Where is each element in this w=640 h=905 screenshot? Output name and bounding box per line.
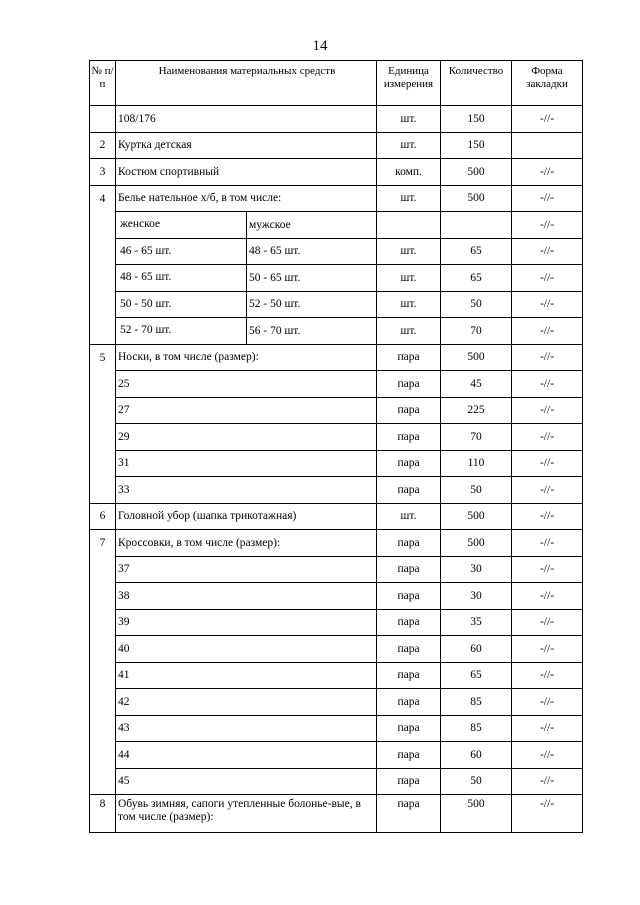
row-form: -//- [512,291,583,318]
row-form: -//- [512,238,583,265]
row-form: -//- [512,768,583,795]
row-form: -//- [512,795,583,833]
row-form: -//- [512,662,583,689]
row-qty: 85 [441,689,512,716]
row-form: -//- [512,556,583,583]
row-num [90,265,116,292]
table-row [90,291,583,318]
row-qty: 150 [441,106,512,133]
row-num [90,583,116,610]
row-name: Головной убор (шапка трикотажная) [116,503,377,530]
table-row [90,503,583,530]
row-form: -//- [512,689,583,716]
header-num: № п/п [90,61,116,106]
row-name-female: 52 - 70 шт. [118,318,247,344]
row-unit: пара [377,662,441,689]
row-unit: пара [377,344,441,371]
row-qty: 500 [441,503,512,530]
row-qty: 70 [441,424,512,451]
row-qty: 500 [441,185,512,212]
row-form: -//- [512,185,583,212]
row-name-split [116,212,377,239]
row-qty: 50 [441,477,512,504]
row-qty: 500 [441,344,512,371]
table-row [90,344,583,371]
row-num [90,318,116,345]
row-num [90,424,116,451]
row-unit: пара [377,477,441,504]
row-name-male: 52 - 50 шт. [249,298,301,311]
table-row [90,556,583,583]
row-name-split [116,265,377,292]
table-row [90,742,583,769]
table-row [90,185,583,212]
row-num [90,715,116,742]
row-num: 3 [90,159,116,186]
row-name: Костюм спортивный [116,159,377,186]
table-row [90,609,583,636]
row-num: 5 [90,344,116,371]
header-unit: Единица измерения [377,61,441,106]
table-row [90,159,583,186]
header-form: Форма закладки [512,61,583,106]
row-form: -//- [512,424,583,451]
row-name: 31 [116,450,377,477]
row-num: 6 [90,503,116,530]
row-form: -//- [512,159,583,186]
row-num [90,450,116,477]
row-unit: пара [377,609,441,636]
row-form: -//- [512,265,583,292]
row-unit: пара [377,742,441,769]
row-num [90,106,116,133]
row-name: 37 [116,556,377,583]
row-form: -//- [512,450,583,477]
row-qty: 65 [441,238,512,265]
row-qty: 60 [441,636,512,663]
row-form: -//- [512,106,583,133]
row-name-male: мужское [249,218,291,231]
row-name: 29 [116,424,377,451]
table-row [90,371,583,398]
row-qty: 110 [441,450,512,477]
row-unit [377,212,441,239]
row-name: 40 [116,636,377,663]
table-row [90,238,583,265]
row-form: -//- [512,609,583,636]
row-qty: 35 [441,609,512,636]
row-name: 42 [116,689,377,716]
row-form: -//- [512,212,583,239]
row-form: -//- [512,636,583,663]
row-qty: 225 [441,397,512,424]
row-qty [441,212,512,239]
row-form: -//- [512,503,583,530]
row-name-female: женское [118,212,247,238]
row-unit: пара [377,450,441,477]
row-name: 108/176 [116,106,377,133]
table-row [90,397,583,424]
row-unit: пара [377,397,441,424]
row-num [90,477,116,504]
row-unit: пара [377,768,441,795]
row-qty: 500 [441,530,512,557]
row-name: Носки, в том числе (размер): [116,344,377,371]
row-name: 44 [116,742,377,769]
row-unit: шт. [377,291,441,318]
table-row [90,662,583,689]
row-num [90,556,116,583]
row-name: Куртка детская [116,132,377,159]
row-name: Кроссовки, в том числе (размер): [116,530,377,557]
row-unit: шт. [377,238,441,265]
row-qty: 50 [441,768,512,795]
row-name: Белье нательное х/б, в том числе: [116,185,377,212]
row-form [512,132,583,159]
page-number: 14 [312,38,328,54]
table-row [90,450,583,477]
row-unit: пара [377,556,441,583]
row-form: -//- [512,583,583,610]
row-num [90,371,116,398]
table-row [90,265,583,292]
materials-table [89,60,583,833]
row-name: 25 [116,371,377,398]
row-name: 27 [116,397,377,424]
row-form: -//- [512,318,583,345]
row-form: -//- [512,371,583,398]
table-row [90,715,583,742]
row-unit: комп. [377,159,441,186]
row-qty: 30 [441,556,512,583]
row-num [90,636,116,663]
row-name-female: 48 - 65 шт. [118,265,247,291]
header-qty: Количество [441,61,512,106]
row-form: -//- [512,397,583,424]
table-row [90,583,583,610]
row-name-female: 46 - 65 шт. [118,239,247,265]
row-num [90,397,116,424]
row-name: 43 [116,715,377,742]
row-unit: пара [377,424,441,451]
row-qty: 30 [441,583,512,610]
table-row [90,768,583,795]
table-row [90,318,583,345]
table-row [90,636,583,663]
row-unit: шт. [377,265,441,292]
row-name: 33 [116,477,377,504]
row-qty: 65 [441,662,512,689]
row-form: -//- [512,715,583,742]
row-num [90,742,116,769]
row-qty: 65 [441,265,512,292]
row-form: -//- [512,742,583,769]
row-form: -//- [512,530,583,557]
row-name-male: 56 - 70 шт. [249,324,301,337]
row-name-male: 48 - 65 шт. [249,245,301,258]
row-num [90,238,116,265]
row-num: 8 [90,795,116,833]
row-qty: 50 [441,291,512,318]
row-name: 45 [116,768,377,795]
row-unit: пара [377,371,441,398]
table-row [90,530,583,557]
row-form: -//- [512,477,583,504]
row-name-female: 50 - 50 шт. [118,292,247,318]
row-unit: пара [377,636,441,663]
row-num [90,768,116,795]
row-unit: пара [377,530,441,557]
table-row [90,106,583,133]
table-row [90,424,583,451]
row-num [90,291,116,318]
row-unit: пара [377,795,441,833]
row-num [90,212,116,239]
row-unit: пара [377,689,441,716]
row-unit: пара [377,583,441,610]
row-num [90,609,116,636]
row-qty: 500 [441,795,512,833]
row-qty: 85 [441,715,512,742]
row-name: 41 [116,662,377,689]
header-name: Наименования материальных средств [116,61,377,106]
row-qty: 150 [441,132,512,159]
row-num: 2 [90,132,116,159]
row-unit: пара [377,715,441,742]
row-unit: шт. [377,318,441,345]
row-name: Обувь зимняя, сапоги утепленные болонье-вые, в том числе (размер): [116,795,377,833]
row-qty: 500 [441,159,512,186]
row-num [90,689,116,716]
table-row [90,689,583,716]
row-name-split [116,291,377,318]
row-qty: 70 [441,318,512,345]
row-unit: шт. [377,132,441,159]
row-name: 39 [116,609,377,636]
row-unit: шт. [377,185,441,212]
row-name-split [116,318,377,345]
row-name-split [116,238,377,265]
row-qty: 45 [441,371,512,398]
table-row [90,212,583,239]
row-num [90,662,116,689]
row-name-male: 50 - 65 шт. [249,271,301,284]
row-num: 7 [90,530,116,557]
row-unit: шт. [377,503,441,530]
table-row [90,477,583,504]
row-name: 38 [116,583,377,610]
table-header-row [90,61,583,106]
table-row [90,795,583,833]
table-row [90,132,583,159]
row-num: 4 [90,185,116,212]
row-form: -//- [512,344,583,371]
row-qty: 60 [441,742,512,769]
row-unit: шт. [377,106,441,133]
